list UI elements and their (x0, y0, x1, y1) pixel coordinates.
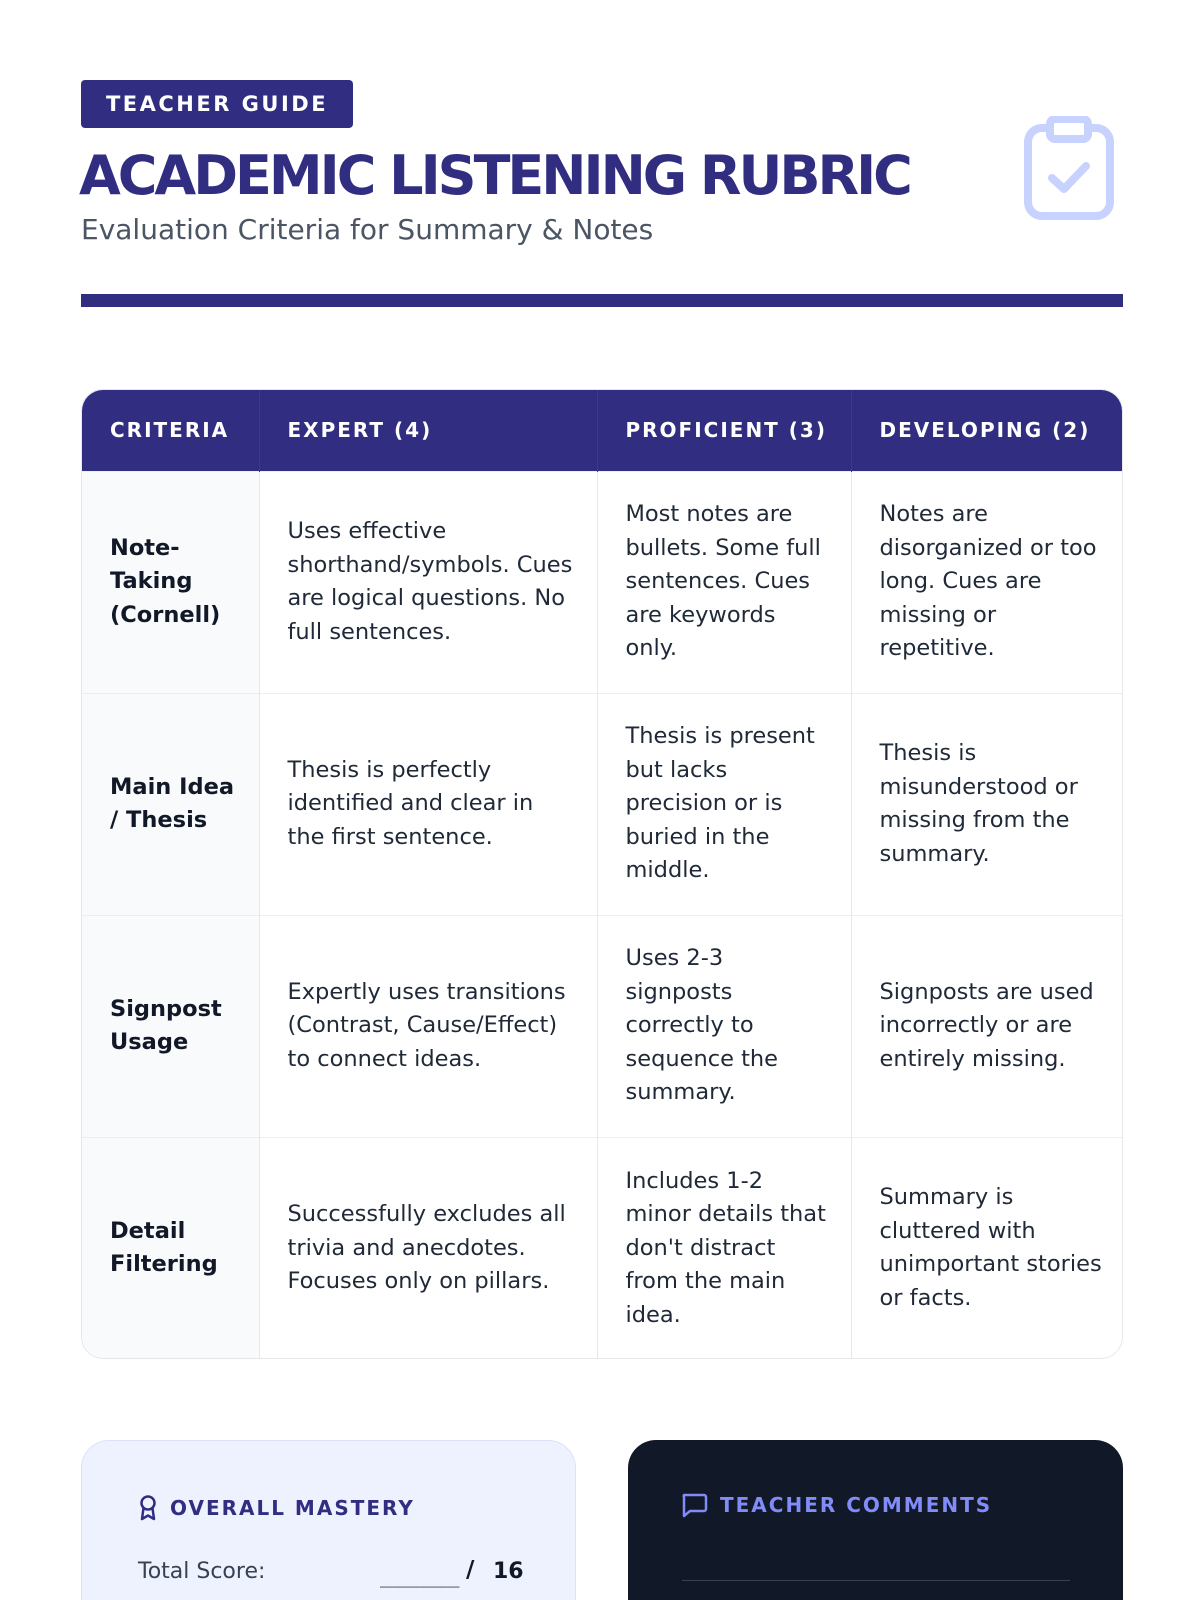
total-score-blank[interactable]: ______ (380, 1563, 460, 1588)
clipboard-check-icon (1024, 116, 1114, 220)
proficient-cell: Includes 1-2 minor details that don't distract from the main idea. (597, 1137, 851, 1359)
rubric-row-signpost-usage (82, 915, 1123, 1137)
criteria-cell: Note-Taking (Cornell) (82, 471, 259, 693)
rubric-table (81, 389, 1123, 1359)
teacher-comments-panel (628, 1440, 1123, 1600)
column-header-proficient: PROFICIENT (3) (597, 390, 851, 471)
expert-cell: Thesis is perfectly identified and clear in the first sentence. (259, 693, 597, 915)
developing-cell: Signposts are used incorrectly or are entirely missing. (851, 915, 1123, 1137)
total-score-label: Total Score: (138, 1559, 266, 1584)
developing-cell: Notes are disorganized or too long. Cues are missing or repetitive. (851, 471, 1123, 693)
score-max-value: 16 (493, 1559, 524, 1584)
overall-mastery-label: OVERALL MASTERY (170, 1496, 415, 1520)
column-header-developing: DEVELOPING (2) (851, 390, 1123, 471)
page-subtitle: Evaluation Criteria for Summary & Notes (81, 213, 654, 246)
teacher-guide-badge: TEACHER GUIDE (81, 80, 353, 128)
rubric-row-detail-filtering (82, 1137, 1123, 1359)
teacher-comments-label: TEACHER COMMENTS (720, 1493, 993, 1517)
column-header-criteria: CRITERIA (82, 390, 259, 471)
rubric-header-row (82, 390, 1123, 471)
expert-cell: Successfully excludes all trivia and anecdotes. Focuses only on pillars. (259, 1137, 597, 1359)
expert-cell: Uses effective shorthand/symbols. Cues are logical questions. No full sentences. (259, 471, 597, 693)
award-icon (138, 1495, 158, 1521)
score-slash: / (466, 1557, 475, 1583)
developing-cell: Thesis is misunderstood or missing from the summary. (851, 693, 1123, 915)
page-title: ACADEMIC LISTENING RUBRIC (79, 144, 910, 207)
criteria-cell: Detail Filtering (82, 1137, 259, 1359)
rubric-row-main-idea (82, 693, 1123, 915)
developing-cell: Summary is cluttered with unimportant stories or facts. (851, 1137, 1123, 1359)
criteria-cell: Signpost Usage (82, 915, 259, 1137)
message-square-icon (680, 1492, 708, 1518)
column-header-expert: EXPERT (4) (259, 390, 597, 471)
expert-cell: Expertly uses transitions (Contrast, Cause/Effect) to connect ideas. (259, 915, 597, 1137)
rubric-row-note-taking (82, 471, 1123, 693)
proficient-cell: Uses 2-3 signposts correctly to sequence the summary. (597, 915, 851, 1137)
comments-writing-line[interactable] (682, 1580, 1070, 1581)
proficient-cell: Most notes are bullets. Some full sentences. Cues are keywords only. (597, 471, 851, 693)
overall-mastery-panel (81, 1440, 576, 1600)
proficient-cell: Thesis is present but lacks precision or is buried in the middle. (597, 693, 851, 915)
header-divider (81, 294, 1123, 307)
criteria-cell: Main Idea / Thesis (82, 693, 259, 915)
teacher-comments-heading (680, 1492, 992, 1518)
overall-mastery-heading (138, 1495, 415, 1521)
